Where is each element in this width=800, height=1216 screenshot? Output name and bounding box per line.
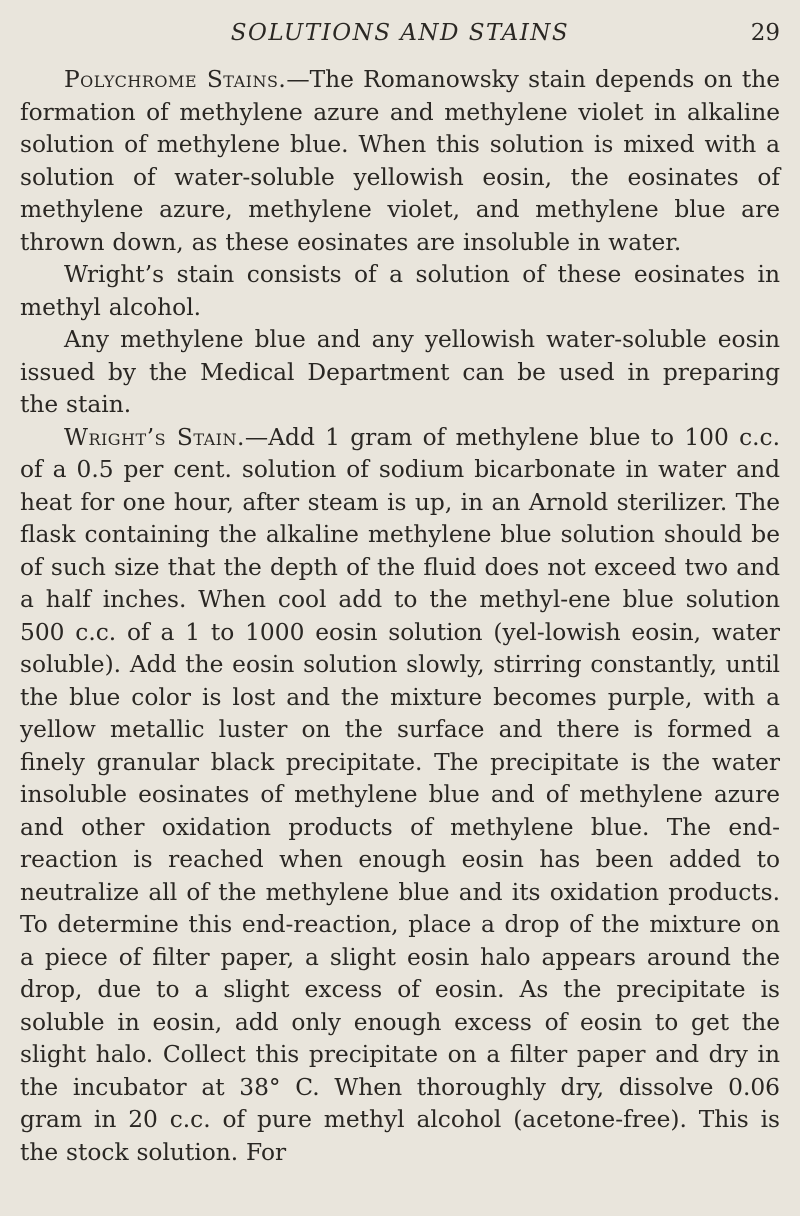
- paragraph-text: Any methylene blue and any yellowish water-soluble eosin issued by the Medical Department can be used in preparing the stain.: [20, 326, 780, 418]
- paragraph-text: Wright’s stain consists of a solution of these eosinates in methyl alcohol.: [20, 261, 780, 321]
- body-text: [20, 64, 780, 1169]
- paragraph-heading: Polychrome Stains.: [64, 66, 287, 93]
- paragraph-heading: Wright’s Stain.: [64, 423, 245, 451]
- paragraph-text: —The Romanowsky stain depends on the formation of methylene azure and methylene violet in alkaline solution of methylene blue. When this solution is mixed with a solution of water-soluble yellowish eosin, the eosinates of methylene azure, methylene violet, and methylene blue are thrown down, as these eosinates are insoluble in water.: [20, 66, 780, 256]
- paragraph-text: —Add 1 gram of methylene blue to 100 c.c. of a 0.5 per cent. solution of sodium bicarbonate in water and heat for one hour, after steam is up, in an Arnold sterilizer. The flask containing the alkaline methylene blue solution should be of such size that the depth of the fluid does not exceed two and a half inches. When cool add to the methyl-ene blue solution 500 c.c. of a 1 to 1000 eosin solution (yel-lowish eosin, water soluble). Add the eosin solution slowly, stirring constantly, until the blue color is lost and the mixture becomes purple, with a yellow metallic luster on the surface and there is formed a finely granular black precipitate. The precipitate is the water insoluble eosinates of methylene blue and of methylene azure and other oxidation products of methylene blue. The end-reaction is reached when enough eosin has been added to neutralize all of the methylene blue and its oxidation products. To determine this end-reaction, place a drop of the mixture on a piece of filter paper, a slight eosin halo appears around the drop, due to a slight excess of eosin. As the precipitate is soluble in eosin, add only enough excess of eosin to get the slight halo. Collect this precipitate on a filter paper and dry in the incubator at 38° C. When thoroughly dry, dissolve 0.06 gram in 20 c.c. of pure methyl alcohol (acetone-free). This is the stock solution. For: [20, 423, 781, 1166]
- paragraph-polychrome-stains: [20, 64, 780, 259]
- page-number: 29: [750, 20, 780, 46]
- running-title: SOLUTIONS AND STAINS: [230, 20, 570, 46]
- running-head: [20, 14, 780, 54]
- paragraph-wrights-stain-preparation: [20, 422, 780, 1170]
- paragraph-wrights-stain-composition: [20, 259, 780, 324]
- paragraph-medical-department-dyes: [20, 324, 780, 422]
